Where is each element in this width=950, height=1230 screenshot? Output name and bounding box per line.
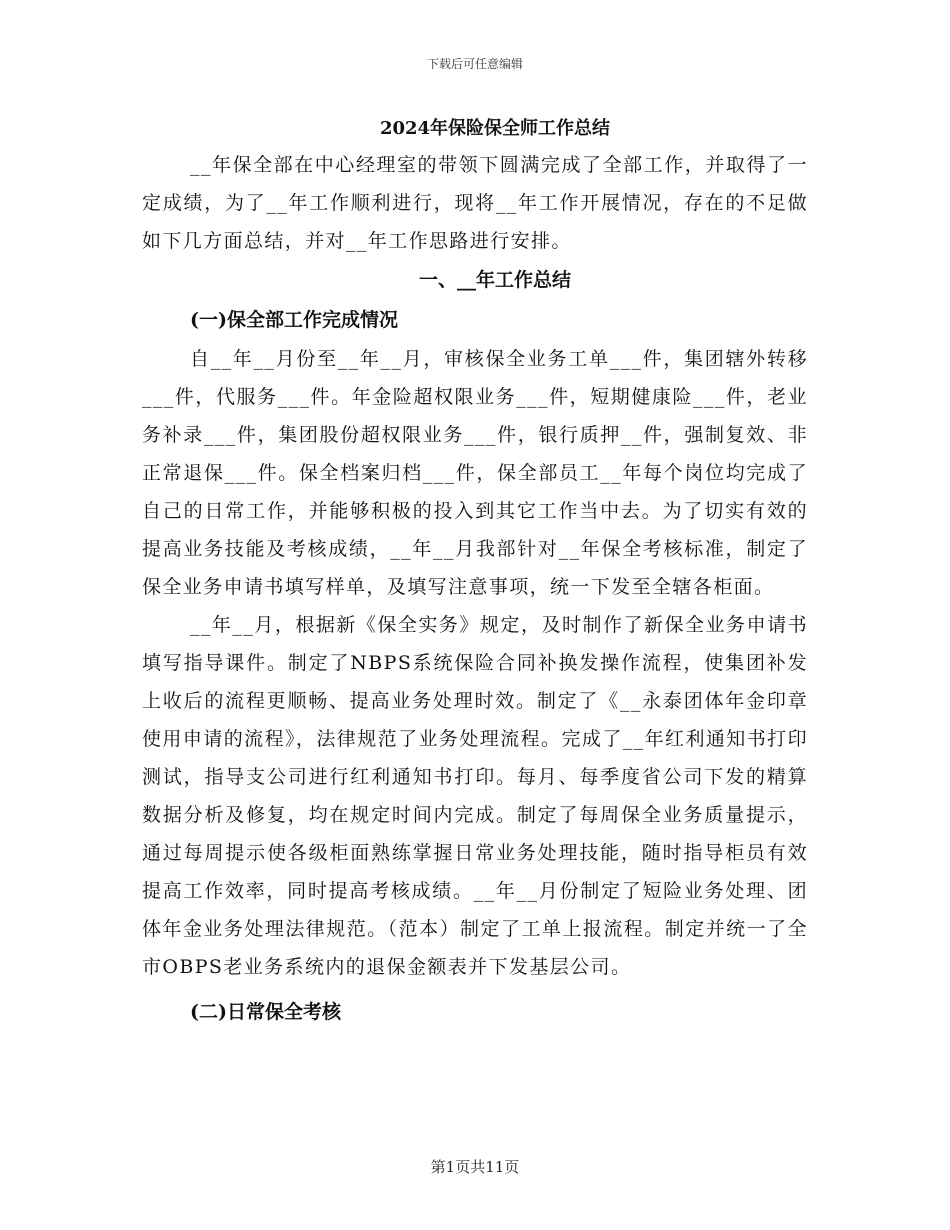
subsection-heading-1: (一)保全部工作完成情况 [190,309,398,331]
document-body [142,112,808,1032]
page-number: 第1页共11页 [430,1158,520,1176]
document-title: 2024年保险保全师工作总结 [379,118,611,139]
section-heading-1: 一、__年工作总结 [418,269,571,291]
body-paragraph-1: 自__年__月份至__年__月，审核保全业务工单___件，集团辖外转移___件，代服务___件。年金险超权限业务___件，短期健康险___件，老业务补录___件，集团股份超权限业务___件，银行质押__件，强制复效、非正常退保___件。保全档案归档___件，保全部员工__年每个岗位均完成了自己的日常工作，并能够积极的投入到其它工作当中去。为了切实有效的提高业务技能及考核成绩，__年__月我部针对__年保全考核标准，制定了保全业务申请书填写样单，及填写注意事项，统一下发至全辖各柜面。 [142,348,808,598]
intro-paragraph: __年保全部在中心经理室的带领下圆满完成了全部工作，并取得了一定成绩，为了__年工作顺利进行，现将__年工作开展情况，存在的不足做如下几方面总结，并对__年工作思路进行安排。 [142,154,808,252]
body-paragraph-2: __年__月，根据新《保全实务》规定，及时制作了新保全业务申请书填写指导课件。制定了NBPS系统保险合同补换发操作流程，使集团补发上收后的流程更顺畅、提高业务处理时效。制定了《__永泰团体年金印章使用申请的流程》，法律规范了业务处理流程。完成了__年红利通知书打印测试，指导支公司进行红利通知书打印。每月、每季度省公司下发的精算数据分析及修复，均在规定时间内完成。制定了每周保全业务质量提示，通过每周提示使各级柜面熟练掌握日常业务处理技能，随时指导柜员有效提高工作效率，同时提高考核成绩。__年__月份制定了短险业务处理、团体年金业务处理法律规范。（范本）制定了工单上报流程。制定并统一了全市OBPS老业务系统内的退保金额表并下发基层公司。 [142,614,808,978]
subsection-heading-2: (二)日常保全考核 [190,1001,341,1023]
header-note: 下载后可任意编辑 [426,57,523,71]
